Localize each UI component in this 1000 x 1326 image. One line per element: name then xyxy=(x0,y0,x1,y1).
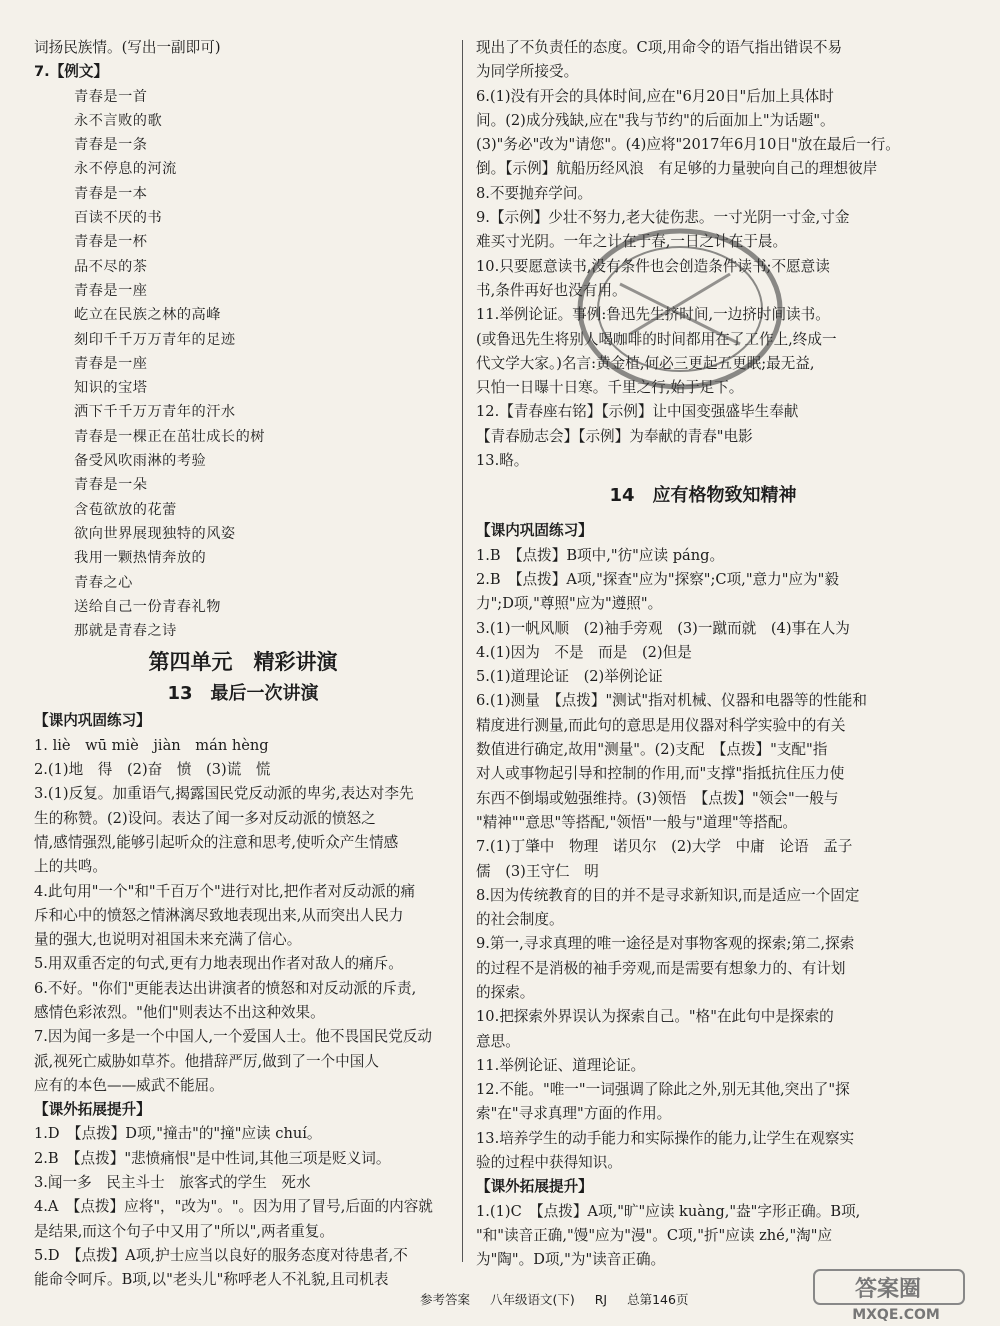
answer-line: 11.举例论证。事例:鲁迅先生挤时间,一边挤时间读书。 xyxy=(476,306,830,324)
answer-line: 2.(1)地 得 (2)奋 愤 (3)谎 慌 xyxy=(34,761,271,779)
poem-line: 刻印千千万万青年的足迹 xyxy=(74,331,236,348)
answer-line: 5.(1)道理论证 (2)举例论证 xyxy=(476,668,663,686)
poem-line: 青春是一条 xyxy=(74,137,148,154)
answer-line: 4.此句用"一个"和"千百万个"进行对比,把作者对反动派的痛 xyxy=(34,882,416,900)
answer-line: 意思。 xyxy=(476,1032,520,1050)
answer-line: 5.用双重否定的句式,更有力地表现出作者对敌人的痛斥。 xyxy=(34,955,403,973)
poem-line: 青春是一座 xyxy=(74,355,148,372)
poem-line: 送给自己一份青春礼物 xyxy=(74,598,221,615)
answer-line: 1.B 【点拨】B项中,"彷"应读 páng。 xyxy=(476,546,725,564)
poem-line: 百读不厌的书 xyxy=(74,210,163,227)
poem-line: 青春是一棵正在茁壮成长的树 xyxy=(74,428,265,445)
answer-line: 1.D 【点拨】D项,"撞击"的"撞"应读 chuí。 xyxy=(34,1125,322,1143)
answer-line: 倒。【示例】航船历经风浪 有足够的力量驶向自己的理想彼岸 xyxy=(476,160,878,178)
answer-line: 3.(1)反复。加重语气,揭露国民党反动派的卑劣,表达对李先 xyxy=(34,785,414,803)
poem-line: 洒下千千万万青年的汗水 xyxy=(74,404,236,421)
answer-line: 8.不要抛弃学问。 xyxy=(476,184,593,202)
answer-line: 东西不倒塌或勉强维持。(3)领悟 【点拨】"领会"一般与 xyxy=(476,789,839,807)
poem-line: 我用一颗热情奔放的 xyxy=(74,550,207,567)
answer-line: 间。(2)成分残缺,应在"我与节约"的后面加上"为话题"。 xyxy=(476,111,835,129)
poem-line: 知识的宝塔 xyxy=(74,380,148,397)
answer-line: 1.(1)C 【点拨】A项,"旷"应读 kuàng,"盎"字形正确。B项, xyxy=(476,1202,861,1220)
answer-line: 7.(1)丁肇中 物理 诺贝尔 (2)大学 中庸 论语 孟子 xyxy=(476,838,853,856)
footer-page: 总第146页 xyxy=(627,1292,689,1307)
answer-line: 6.不好。"你们"更能表达出讲演者的愤怒和对反动派的斥责, xyxy=(34,979,417,997)
answer-line: "和"读音正确,"馒"应为"漫"。C项,"折"应读 zhé,"淘"应 xyxy=(476,1226,833,1244)
answer-line: 的探索。 xyxy=(476,983,535,1001)
left-column xyxy=(34,36,452,1293)
answer-line: 9.第一,寻求真理的唯一途径是对事物客观的探索;第二,探索 xyxy=(476,935,855,953)
section-heading-in-class-14: 【课内巩固练习】 xyxy=(476,522,593,540)
answer-line: 量的强大,也说明对祖国未来充满了信心。 xyxy=(34,931,302,949)
answer-line: 斥和心中的愤怒之情淋漓尽致地表现出来,从而突出人民力 xyxy=(34,906,404,924)
section-heading-extension: 【课外拓展提升】 xyxy=(34,1101,151,1119)
poem-line: 屹立在民族之林的高峰 xyxy=(74,307,221,324)
answer-line: 12.【青春座右铭】【示例】让中国变强盛毕生奉献 xyxy=(476,403,799,421)
answer-line: 只怕一日曝十日寒。千里之行,始于足下。 xyxy=(476,379,744,397)
section-heading-extension-14: 【课外拓展提升】 xyxy=(476,1178,593,1196)
poem-line: 永不停息的河流 xyxy=(74,161,177,178)
poem-line: 备受风吹雨淋的考验 xyxy=(74,453,207,470)
answer-line: 上的共鸣。 xyxy=(34,858,107,876)
answer-line: 4.(1)因为 不是 而是 (2)但是 xyxy=(476,643,692,661)
answer-line: 验的过程中获得知识。 xyxy=(476,1154,622,1172)
answer-line: 代文学大家。)名言:黄金植,何必三更起五更眠;最无益, xyxy=(476,354,815,372)
poem-line: 品不尽的茶 xyxy=(74,258,148,275)
answer-line: 2.B 【点拨】A项,"探查"应为"探察";C项,"意力"应为"毅 xyxy=(476,570,839,588)
poem-line: 青春是一首 xyxy=(74,88,148,105)
answer-line: 的过程不是消极的袖手旁观,而是需要有想象力的、有计划 xyxy=(476,959,846,977)
lesson-13-title: 13 最后一次讲演 xyxy=(167,683,319,705)
column-divider xyxy=(462,40,463,1262)
answer-line: 13.培养学生的动手能力和实际操作的能力,让学生在观察实 xyxy=(476,1129,855,1147)
answer-line: 儒 (3)王守仁 明 xyxy=(476,862,599,880)
answer-line: 派,视死亡威胁如草芥。他措辞严厉,做到了一个中国人 xyxy=(34,1052,379,1070)
lesson-13-extension-answers xyxy=(34,1122,452,1292)
answer-line: "精神""意思"等搭配,"领悟"一般与"道理"等搭配。 xyxy=(476,813,798,831)
answer-line: 9.【示例】少壮不努力,老大徒伤悲。一寸光阴一寸金,寸金 xyxy=(476,209,850,227)
answer-line: 11.举例论证、道理论证。 xyxy=(476,1056,646,1074)
footer-title: 参考答案 xyxy=(420,1292,471,1307)
answer-line: 10.只要愿意读书,没有条件也会创造条件读书;不愿意读 xyxy=(476,257,830,275)
poem-line: 青春是一本 xyxy=(74,185,148,202)
answer-line: 力";D项,"尊照"应为"遵照"。 xyxy=(476,595,663,613)
poem xyxy=(34,85,452,644)
answer-line: 为同学所接受。 xyxy=(476,63,579,81)
answer-line: 索"在"寻求真理"方面的作用。 xyxy=(476,1105,672,1123)
answer-line: 为"陶"。D项,"为"读音正确。 xyxy=(476,1251,666,1269)
answer-line: 6.(1)测量 【点拨】"测试"指对机械、仪器和电器等的性能和 xyxy=(476,692,867,710)
answer-line: 8.因为传统教育的目的并不是寻求新知识,而是适应一个固定 xyxy=(476,886,860,904)
answer-line: 13.略。 xyxy=(476,452,529,470)
answer-line: 【青春励志会】【示例】为奉献的青春"电影 xyxy=(476,427,753,445)
answer-line: 是结果,而这个句子中又用了"所以",两者重复。 xyxy=(34,1222,334,1240)
answer-line: 的社会制度。 xyxy=(476,911,564,929)
answer-line: 7.因为闻一多是一个中国人,一个爱国人士。他不畏国民党反动 xyxy=(34,1028,433,1046)
answer-line: 6.(1)没有开会的具体时间,应在"6月20日"后加上具体时 xyxy=(476,87,834,105)
answer-line: 能命令呵斥。B项,以"老头儿"称呼老人不礼貌,且司机表 xyxy=(34,1271,389,1289)
answer-line: 3.(1)一帆风顺 (2)袖手旁观 (3)一蹴而就 (4)事在人为 xyxy=(476,619,850,637)
right-column xyxy=(476,36,930,1273)
poem-line: 青春是一座 xyxy=(74,282,148,299)
answer-line: (或鲁迅先生将别人喝咖啡的时间都用在了工作上,终成一 xyxy=(476,330,837,348)
answer-line: 1. liè wū miè jiàn mán hèng xyxy=(34,736,269,754)
lesson-13-continued xyxy=(476,36,930,473)
lesson-13-answers xyxy=(34,734,452,1098)
answer-line: 4.A 【点拨】应将"，"改为"。"。因为用了冒号,后面的内容就 xyxy=(34,1198,433,1216)
lesson-14-extension-answers xyxy=(476,1200,930,1273)
intro-line: 词扬民族情。(写出一副即可) xyxy=(34,39,221,56)
watermark-logo xyxy=(810,1268,990,1322)
answer-line: 精度进行测量,而此句的意思是用仪器对科学实验中的有关 xyxy=(476,716,846,734)
answer-line: 数值进行确定,故用"测量"。(2)支配 【点拨】"支配"指 xyxy=(476,741,828,759)
poem-line: 青春之心 xyxy=(74,574,133,591)
answer-line: 难买寸光阴。一年之计在于春,一日之计在于晨。 xyxy=(476,233,788,251)
svg-text:MXQE.COM: MXQE.COM xyxy=(852,1307,940,1322)
poem-line: 欲向世界展现独特的风姿 xyxy=(74,525,236,542)
answer-line: 12.不能。"唯一"一词强调了除此之外,别无其他,突出了"探 xyxy=(476,1081,850,1099)
page-footer xyxy=(420,1290,704,1308)
answer-line: 应有的本色——威武不能屈。 xyxy=(34,1076,224,1094)
footer-grade: 八年级语文(下) xyxy=(490,1292,575,1307)
poem-line: 青春是一朵 xyxy=(74,477,148,494)
answer-line: 10.把探索外界误认为探索自己。"格"在此句中是探索的 xyxy=(476,1008,834,1026)
answer-line: 生的称赞。(2)设问。表达了闻一多对反动派的愤怒之 xyxy=(34,809,376,827)
svg-text:答案圈: 答案圈 xyxy=(854,1277,922,1302)
answer-line: 3.闻一多 民主斗士 旅客式的学生 死水 xyxy=(34,1174,311,1192)
poem-line: 那就是青春之诗 xyxy=(74,623,177,640)
answer-line: (3)"务必"改为"请您"。(4)应将"2017年6月10日"放在最后一行。 xyxy=(476,136,900,154)
lesson-14-title: 14 应有格物致知精神 xyxy=(609,485,797,507)
footer-edition: RJ xyxy=(594,1292,608,1307)
answer-line: 感情色彩浓烈。"他们"则表达不出这种效果。 xyxy=(34,1003,325,1021)
section-heading-in-class: 【课内巩固练习】 xyxy=(34,712,151,730)
poem-line: 青春是一杯 xyxy=(74,234,148,251)
poem-line: 永不言败的歌 xyxy=(74,112,163,129)
answer-line: 现出了不负责任的态度。C项,用命令的语气指出错误不易 xyxy=(476,39,843,56)
answer-line: 书,条件再好也没有用。 xyxy=(476,281,627,299)
answer-line: 5.D 【点拨】A项,护士应当以良好的服务态度对待患者,不 xyxy=(34,1246,408,1264)
q7-label: 7.【例文】 xyxy=(34,63,109,81)
answer-line: 情,感情强烈,能够引起听众的注意和思考,使听众产生情感 xyxy=(34,833,399,851)
answer-line: 对人或事物起引导和控制的作用,而"支撑"指抵抗住压力使 xyxy=(476,765,845,783)
answer-line: 2.B 【点拨】"悲愤痛恨"是中性词,其他三项是贬义词。 xyxy=(34,1149,391,1167)
unit-title: 第四单元 精彩讲演 xyxy=(148,650,338,675)
lesson-14-answers xyxy=(476,544,930,1176)
poem-line: 含苞欲放的花蕾 xyxy=(74,501,177,518)
